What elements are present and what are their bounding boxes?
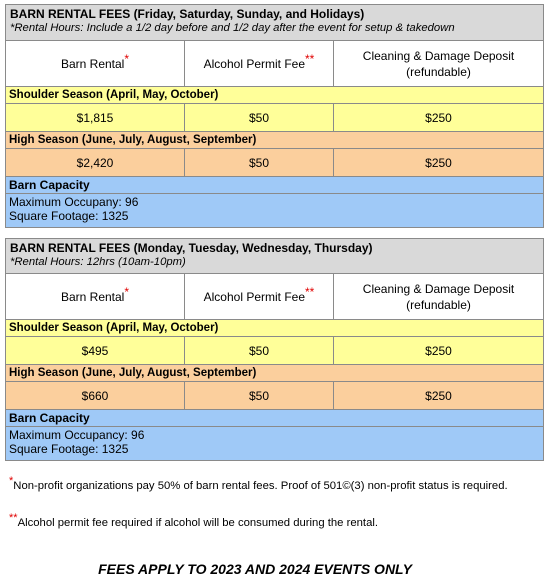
- high-deposit: $250: [334, 149, 544, 177]
- weekend-header: [6, 5, 544, 41]
- alcohol-text: Alcohol permit fee required if alcohol will be consumed during the rental.: [17, 517, 379, 529]
- weekday-header: [6, 239, 544, 274]
- col-alcohol-permit-label: Alcohol Permit Fee: [203, 289, 306, 304]
- weekday-title-main: BARN RENTAL FEES: [10, 241, 131, 255]
- alcohol-asterisk: **: [305, 284, 315, 299]
- col-barn-rental-label: Barn Rental: [60, 289, 125, 304]
- high-season-label: High Season (June, July, August, September): [6, 132, 544, 149]
- col-barn-rental: [6, 41, 185, 87]
- shoulder-deposit: $250: [334, 337, 544, 365]
- max-occupancy: Maximum Occupany: 96: [9, 195, 139, 209]
- high-rental-fee: $2,420: [6, 149, 185, 177]
- fees-apply-notice: FEES APPLY TO 2023 AND 2024 EVENTS ONLY: [98, 561, 412, 577]
- weekday-title: [10, 241, 539, 255]
- weekday-subtitle: *Rental Hours: 12hrs (10am-10pm): [10, 256, 186, 268]
- col-deposit-label: Cleaning & Damage Deposit: [362, 48, 515, 63]
- square-footage: Square Footage: 1325: [9, 442, 129, 456]
- capacity-label: Barn Capacity: [6, 410, 544, 427]
- rental-asterisk: *: [124, 284, 130, 299]
- col-barn-rental: [6, 274, 185, 320]
- col-alcohol-permit: [185, 274, 334, 320]
- weekend-title: BARN RENTAL FEES (Friday, Saturday, Sunday, and Holidays): [10, 7, 365, 21]
- shoulder-alcohol-fee: $50: [185, 104, 334, 132]
- weekday-title-days: (Monday, Tuesday, Wednesday, Thursday): [133, 241, 373, 255]
- col-alcohol-permit: [185, 41, 334, 87]
- col-deposit: [334, 41, 544, 87]
- capacity-details: [6, 194, 544, 228]
- shoulder-season-label: Shoulder Season (April, May, October): [6, 320, 544, 337]
- alcohol-asterisk: **: [305, 51, 315, 66]
- col-deposit-note: (refundable): [406, 64, 471, 79]
- col-alcohol-permit-label: Alcohol Permit Fee: [203, 56, 306, 71]
- shoulder-season-label: Shoulder Season (April, May, October): [6, 87, 544, 104]
- alcohol-double-asterisk: **: [9, 512, 18, 525]
- col-deposit-label: Cleaning & Damage Deposit: [362, 281, 515, 296]
- shoulder-rental-fee: $1,815: [6, 104, 185, 132]
- weekend-subtitle: *Rental Hours: Include a 1/2 day before and 1/2 day after the event for setup & takedown: [10, 22, 455, 34]
- high-alcohol-fee: $50: [185, 382, 334, 410]
- max-occupancy: Maximum Occupancy: 96: [9, 428, 145, 442]
- col-barn-rental-label: Barn Rental: [60, 56, 125, 71]
- col-deposit-note: (refundable): [406, 297, 471, 312]
- square-footage: Square Footage: 1325: [9, 209, 129, 223]
- capacity-details: [6, 427, 544, 461]
- capacity-label: Barn Capacity: [6, 177, 544, 194]
- shoulder-deposit: $250: [334, 104, 544, 132]
- high-season-label: High Season (June, July, August, September): [6, 365, 544, 382]
- weekday-fees-table: [5, 238, 544, 461]
- col-deposit: [334, 274, 544, 320]
- shoulder-rental-fee: $495: [6, 337, 185, 365]
- rental-asterisk: *: [124, 51, 130, 66]
- high-alcohol-fee: $50: [185, 149, 334, 177]
- nonprofit-text: Non-profit organizations pay 50% of barn rental fees. Proof of 501©(3) non-profit status is required.: [13, 480, 508, 492]
- high-deposit: $250: [334, 382, 544, 410]
- shoulder-alcohol-fee: $50: [185, 337, 334, 365]
- nonprofit-asterisk: *: [9, 475, 14, 488]
- nonprofit-footnote: [9, 475, 509, 494]
- weekend-fees-table: [5, 4, 544, 228]
- alcohol-footnote: [9, 512, 509, 531]
- high-rental-fee: $660: [6, 382, 185, 410]
